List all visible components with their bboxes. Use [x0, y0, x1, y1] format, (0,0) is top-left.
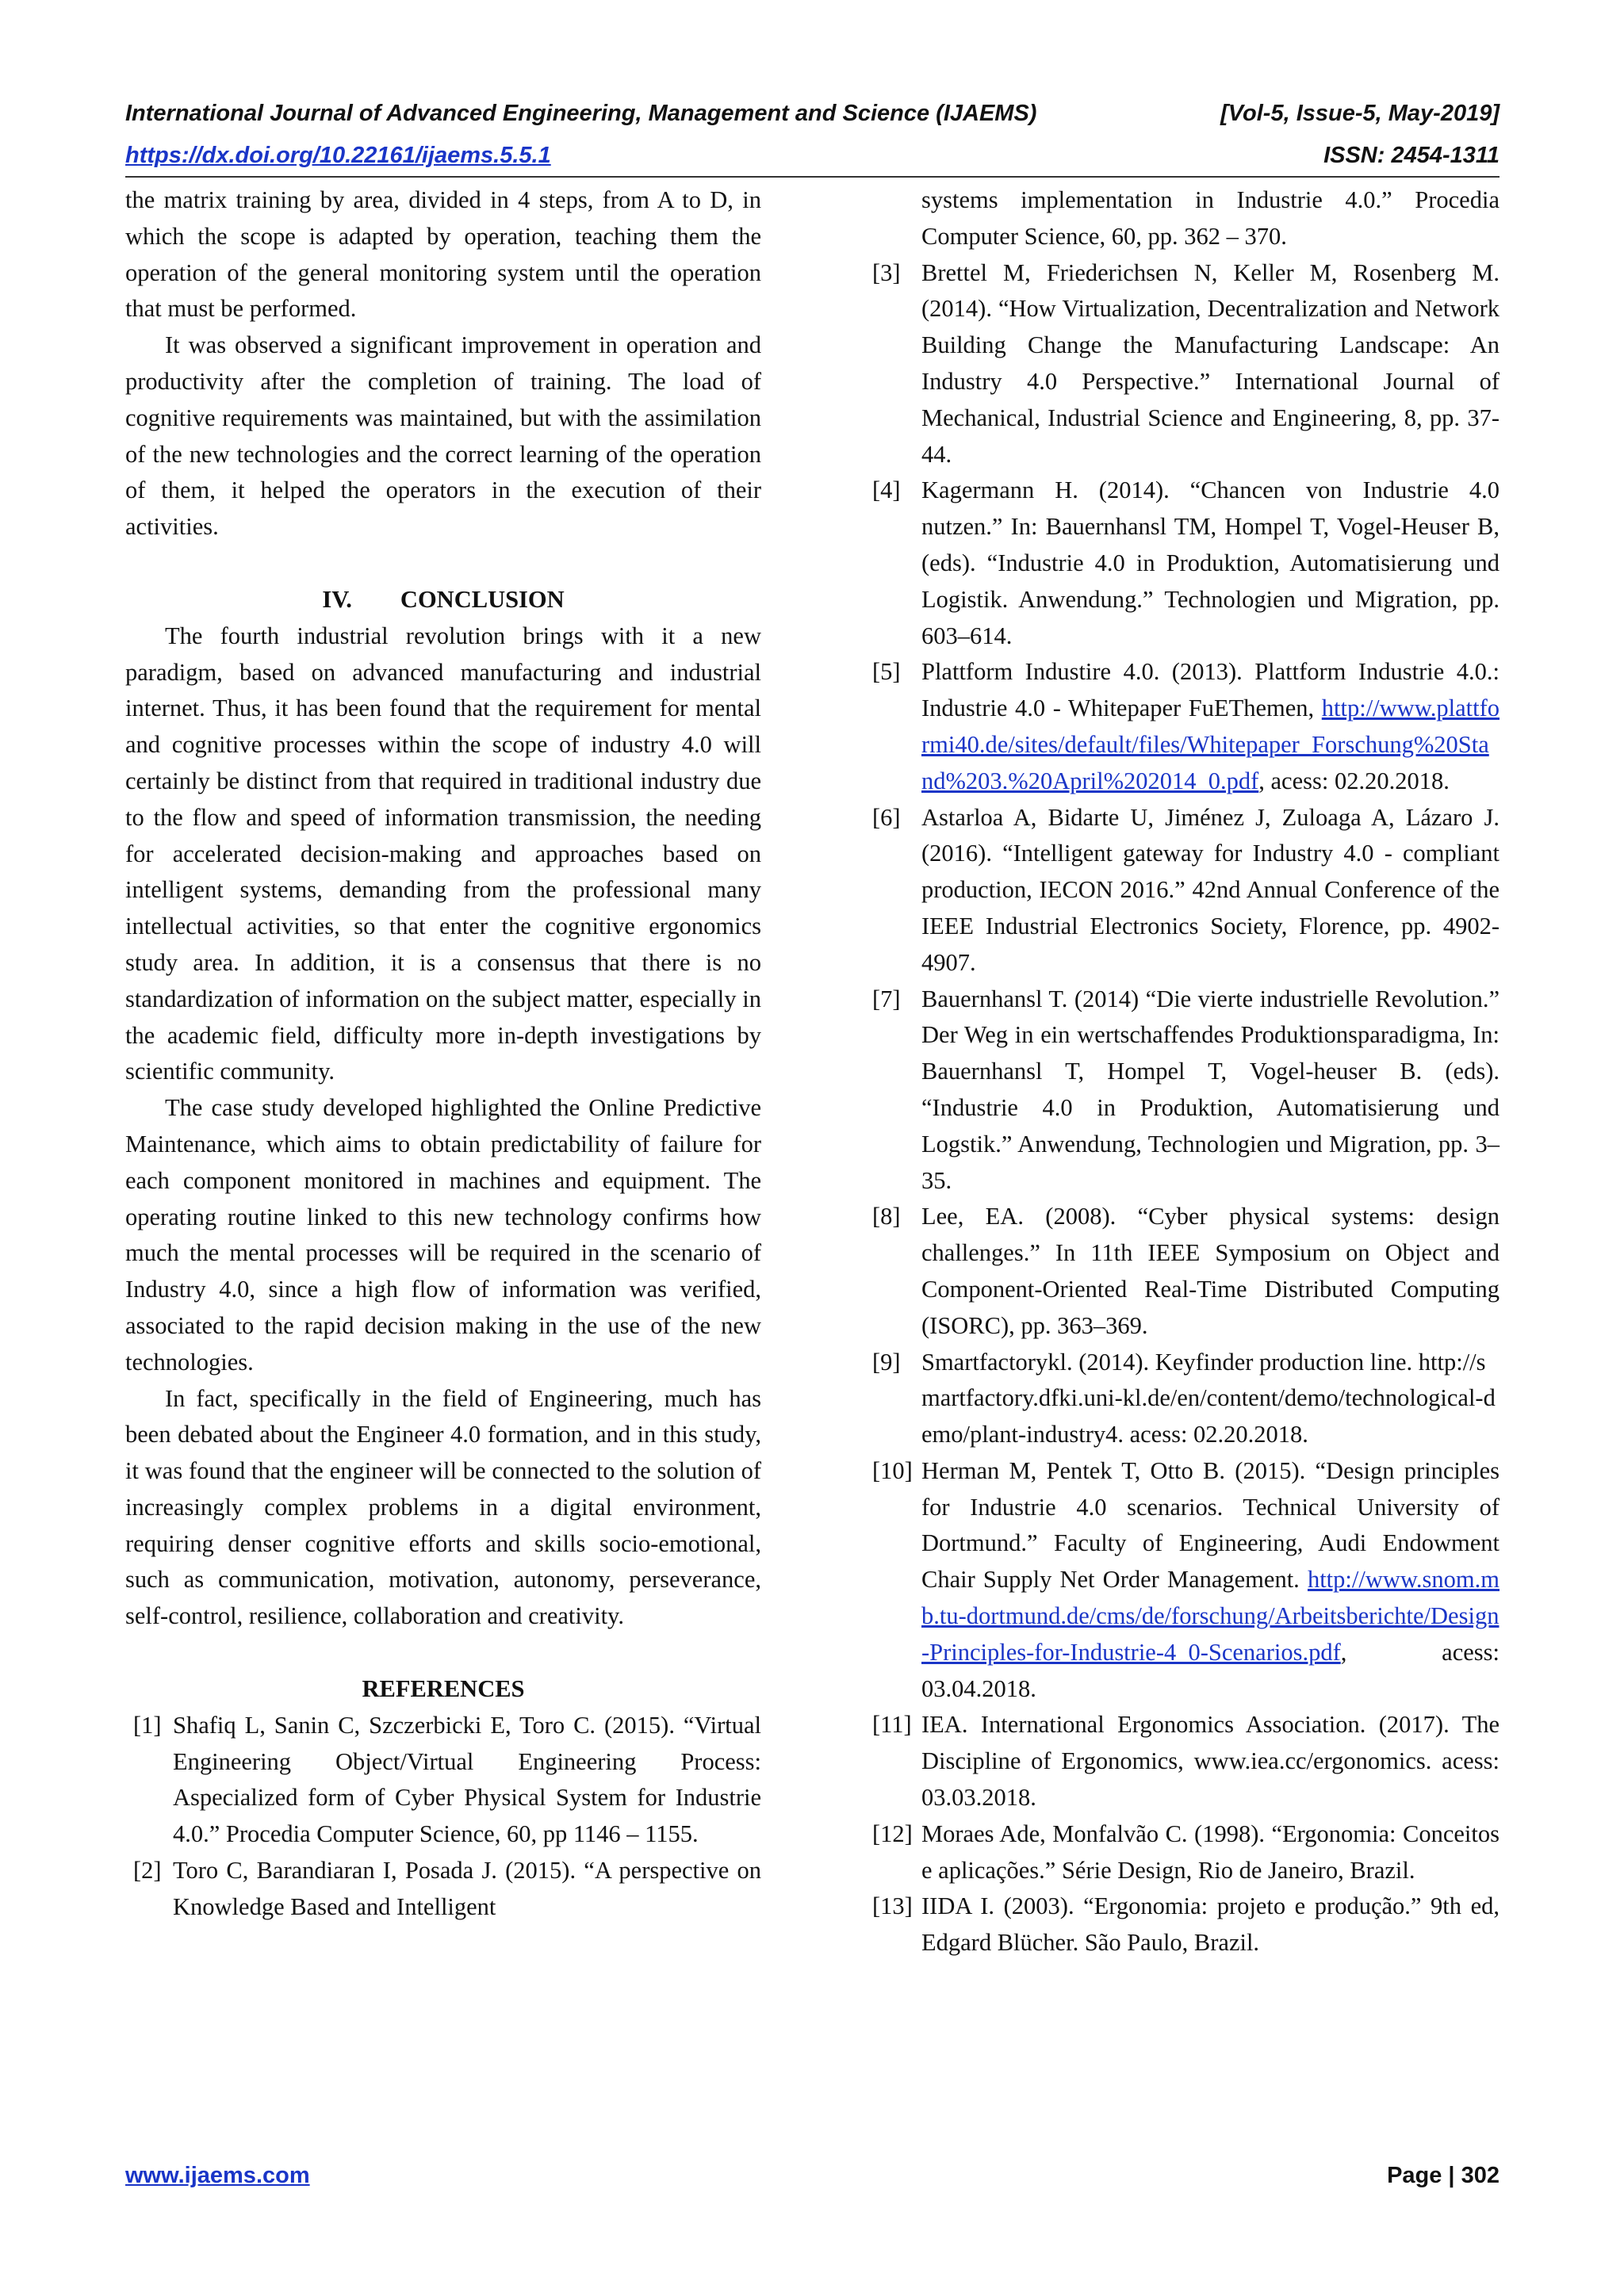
paragraph: It was observed a significant improvement in operation and productivity after the completion of training. The load of cognitive requirements was maintained, but with the assimilation of the new technologies and the correct learning of the operation of them, it helped the operators in the execution of their activities. [125, 331, 761, 541]
right-column [872, 182, 1500, 1961]
reference-number: [13] [872, 1892, 913, 1920]
reference-item [872, 1453, 1500, 1708]
reference-text: Moraes Ade, Monfalvão C. (1998). “Ergonomia: Conceitos e aplicações.” Série Design, Rio de Janeiro, Brazil. [921, 1820, 1500, 1884]
reference-text [921, 1453, 1500, 1708]
reference-text: Astarloa A, Bidarte U, Jiménez J, Zuloaga A, Lázaro J. (2016). “Intelligent gateway for Industry 4.0 - compliant production, IECON 2016.” 42nd Annual Conference of the IEEE Industrial Electronics Society, Florence, pp. 4902-4907. [921, 803, 1500, 976]
spacer [125, 545, 761, 582]
paragraph: The case study developed highlighted the Online Predictive Maintenance, which aims to obtain predictability of failure for each component monitored in machines and equipment. The operating routine linked to this new technology confirms how much the mental processes will be required in the scenario of Industry 4.0, since a high flow of information was verified, associated to the rapid decision making in the use of the new technologies. [125, 1094, 761, 1376]
website-link[interactable]: www.ijaems.com [125, 2163, 310, 2188]
reference-number: [9] [872, 1348, 901, 1376]
reference-number: [3] [872, 258, 901, 286]
reference-item [125, 1708, 761, 1853]
reference-item [872, 1199, 1500, 1344]
section-heading-conclusion: IV. CONCLUSION [322, 585, 565, 613]
reference-number: [10] [872, 1456, 913, 1484]
reference-number: [4] [872, 476, 901, 504]
paragraph: In fact, specifically in the field of Engineering, much has been debated about the Engineer 4.0 formation, and in this study, it was found that the engineer will be connected to the solution of increasingly complex problems in a digital environment, requiring denser cognitive efforts and skills socio-emotional, such as communication, motivation, autonomy, perseverance, self-control, resilience, collaboration and creativity. [125, 1384, 761, 1630]
reference-text: Brettel M, Friederichsen N, Keller M, Rosenberg M. (2014). “How Virtualization, Decentralization and Network Building Change the Manufacturing Landscape: An Industry 4.0 Perspective.” International Journal of Mechanical, Industrial Science and Engineering, 8, pp. 37-44. [921, 258, 1500, 468]
running-header [125, 101, 1500, 132]
doi-row [125, 143, 1500, 174]
reference-body: Plattform Industire 4.0. (2013). Plattform Industrie 4.0.: Industrie 4.0 - Whitepaper FuEThemen, [921, 658, 1500, 722]
whitepaper-link[interactable]: http://www.plattformi40.de/sites/default/files/Whitepaper_Forschung%20Stand%203.%20April%202014_0.pdf [921, 695, 1500, 794]
reference-item [872, 800, 1500, 982]
reference-text: Kagermann H. (2014). “Chancen von Industrie 4.0 nutzen.” In: Bauernhansl TM, Hompel T, Vogel-Heuser B, (eds). “Industrie 4.0 in Produktion, Automatisierung und Logistik. Anwendung.” Technologien und Migration, pp. 603–614. [921, 476, 1500, 649]
design-principles-link[interactable]: http://www.snom.mb.tu-dortmund.de/cms/de/forschung/Arbeitsberichte/Design-Principles-for-Industrie-4_0-Scenarios.pdf [921, 1566, 1500, 1666]
reference-item [872, 1888, 1500, 1961]
page-footer [125, 2163, 1500, 2195]
reference-number: [12] [872, 1820, 913, 1847]
reference-number: [5] [872, 658, 901, 686]
reference-item [872, 473, 1500, 654]
reference-item [872, 1816, 1500, 1889]
reference-item [125, 1853, 761, 1926]
reference-number: [7] [872, 985, 901, 1012]
reference-number: [1] [133, 1711, 162, 1739]
reference-text [921, 654, 1500, 799]
reference-text: Lee, EA. (2008). “Cyber physical systems: design challenges.” In 11th IEEE Symposium on Object and Component-Oriented Real-Time Distributed Computing (ISORC), pp. 363–369. [921, 1203, 1500, 1339]
reference-number: [6] [872, 803, 901, 831]
issn: ISSN: 2454-1311 [1323, 143, 1500, 168]
page-number: Page | 302 [1387, 2163, 1500, 2188]
reference-text: Smartfactorykl. (2014). Keyfinder production line. http://smartfactory.dfki.uni-kl.de/en/content/demo/technological-demo/plant-industry4. acess: 02.20.2018. [921, 1348, 1496, 1448]
left-column [125, 182, 761, 1926]
reference-body: Herman M, Pentek T, Otto B. (2015). “Design principles for Industrie 4.0 scenarios. Technical University of Dortmund.” Faculty of Engineering, Audi Endowment Chair Supply Net Order Management. [921, 1456, 1500, 1594]
reference-tail: , acess: 02.20.2018. [1258, 767, 1450, 794]
reference-tail: , acess: 03.04.2018. [921, 1638, 1500, 1702]
doi-link[interactable]: https://dx.doi.org/10.22161/ijaems.5.5.1 [125, 143, 551, 168]
reference-text: Bauernhansl T. (2014) “Die vierte industrielle Revolution.” Der Weg in ein wertschaffendes Produktionsparadigma, In: Bauernhansl T, Hompel T, Vogel-heuser B. (eds). “Industrie 4.0 in Produktion, Automatisierung und Logstik.” Anwendung, Technologien und Migration, pp. 3–35. [921, 985, 1500, 1194]
reference-text: IEA. International Ergonomics Association. (2017). The Discipline of Ergonomics, www.iea.cc/ergonomics. acess: 03.03.2018. [921, 1711, 1500, 1812]
reference-item [872, 1345, 1500, 1453]
reference-item [872, 255, 1500, 473]
header-divider [125, 176, 1500, 178]
reference-item [872, 1707, 1500, 1816]
reference-text: Toro C, Barandiaran I, Posada J. (2015). “A perspective on Knowledge Based and Intelligent [173, 1857, 761, 1920]
reference-number: [2] [133, 1857, 162, 1885]
spacer [125, 1635, 761, 1671]
volume-issue: [Vol-5, Issue-5, May-2019] [1220, 101, 1500, 126]
paragraph: The fourth industrial revolution brings with it a new paradigm, based on advanced manufacturing and industrial internet. Thus, it has been found that the requirement for mental and cognitive processes within the scope of industry 4.0 will certainly be distinct from that required in traditional industry due to the flow and speed of information transmission, the needing for accelerated decision-making and approaches based on intelligent systems, demanding from the professional many intellectual activities, so that enter the cognitive ergonomics study area. In addition, it is a consensus that there is no standardization of information on the subject matter, especially in the academic field, difficulty more in-depth investigations by scientific community. [125, 622, 761, 1085]
reference-item-continued [921, 182, 1500, 255]
paragraph: the matrix training by area, divided in 4 steps, from A to D, in which the scope is adapted by operation, teaching them the operation of the general monitoring system until the operation that must be performed. [125, 186, 761, 323]
reference-text: systems implementation in Industrie 4.0.” Procedia Computer Science, 60, pp. 362 – 370. [921, 186, 1500, 250]
reference-number: [11] [872, 1711, 912, 1739]
reference-item [872, 982, 1500, 1200]
reference-text: IIDA I. (2003). “Ergonomia: projeto e produção.” 9th ed, Edgard Blücher. São Paulo, Brazil. [921, 1892, 1500, 1957]
journal-title: International Journal of Advanced Engineering, Management and Science (IJAEMS) [125, 101, 1037, 126]
section-heading-references: REFERENCES [362, 1675, 525, 1703]
reference-text: Shafiq L, Sanin C, Szczerbicki E, Toro C. (2015). “Virtual Engineering Object/Virtual Engineering Process: Aspecialized form of Cyber Physical System for Industrie 4.0.” Procedia Computer Science, 60, pp 1146 – 1155. [173, 1711, 761, 1848]
reference-item [872, 654, 1500, 799]
reference-number: [8] [872, 1203, 901, 1230]
